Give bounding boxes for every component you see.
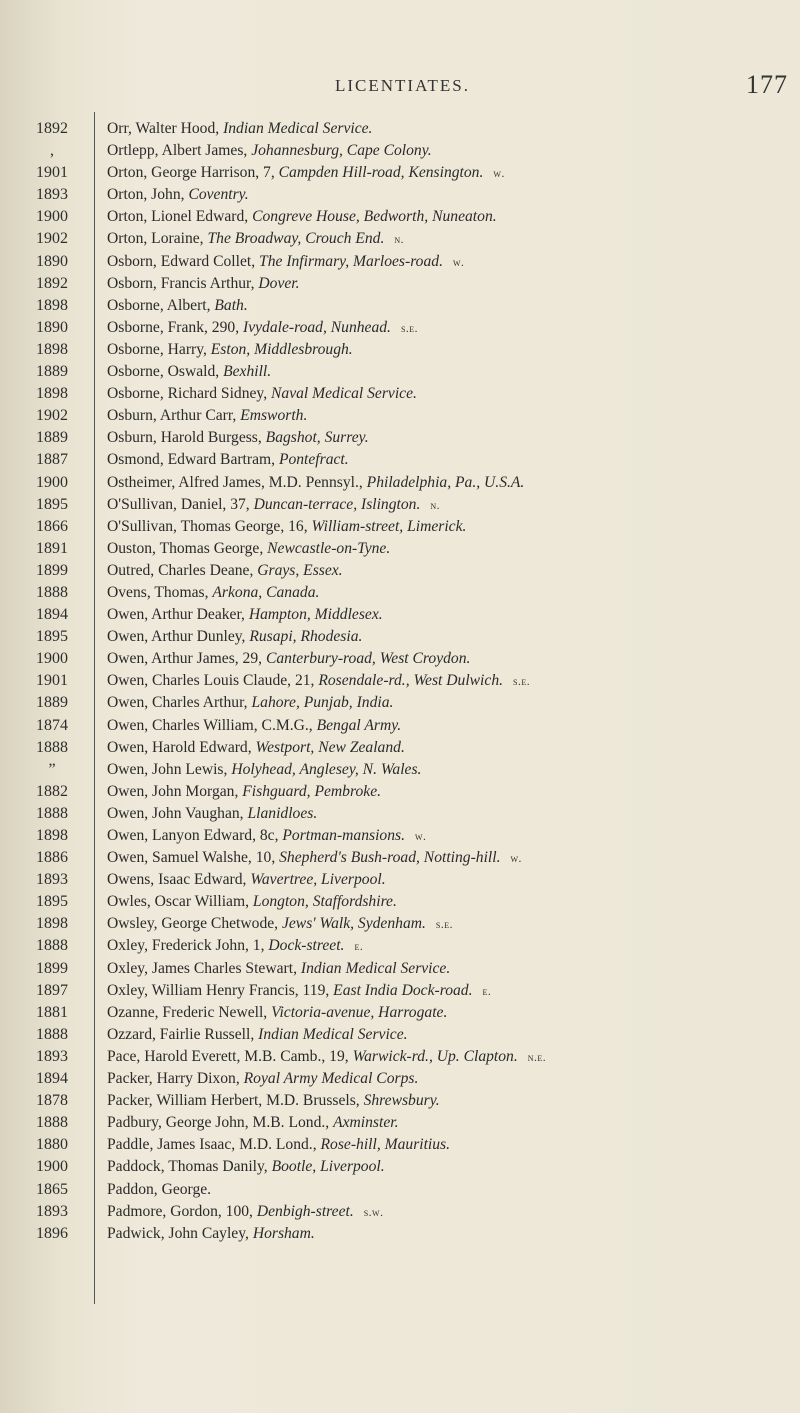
entry-text	[107, 737, 405, 759]
entry-name: Pace, Harold Everett, M.B. Camb., 19,	[107, 1047, 353, 1065]
entry-text	[107, 582, 319, 604]
list-item	[107, 781, 787, 803]
entry-district: s.w.	[363, 1206, 384, 1219]
list-item	[107, 626, 787, 648]
list-item	[107, 449, 787, 471]
entry-place: William-street, Limerick.	[311, 517, 467, 535]
list-item	[107, 560, 787, 582]
year-label: 1890	[36, 252, 68, 270]
column-divider	[94, 112, 95, 1304]
year-label: ,	[50, 142, 54, 160]
list-item	[107, 516, 787, 538]
list-item	[107, 494, 787, 516]
year-label: 1892	[36, 120, 68, 137]
entry-text	[107, 538, 390, 560]
entry-place: Horsham.	[252, 1224, 315, 1242]
entry-name: Osborne, Oswald,	[107, 363, 224, 381]
entry-place: Naval Medical Service.	[271, 385, 417, 403]
entry-text	[107, 604, 383, 626]
entry-text	[107, 560, 343, 582]
entry-name: Ortlepp, Albert James,	[107, 142, 252, 160]
entry-text	[107, 958, 450, 980]
entry-name: Owen, Arthur Dunley,	[107, 628, 250, 646]
list-item	[107, 162, 787, 184]
entry-place: Indian Medical Service.	[300, 959, 451, 977]
entry-name: Ostheimer, Alfred James, M.D. Pennsyl.,	[107, 473, 367, 491]
entry-name: Owen, John Morgan,	[107, 782, 243, 800]
entry-text	[107, 1024, 408, 1046]
year-label: 1874	[36, 716, 68, 734]
entry-text	[107, 317, 391, 339]
year-label: 1865	[36, 1180, 68, 1198]
year-label: ”	[48, 760, 56, 778]
entry-place: Portman-mansions.	[282, 827, 405, 844]
entry-place: Eston, Middlesbrough.	[210, 340, 353, 358]
year-label: 1895	[36, 628, 68, 646]
list-item	[107, 361, 787, 383]
list-item	[107, 759, 787, 781]
entry-text	[107, 494, 420, 516]
list-item	[107, 295, 787, 317]
entry-text	[107, 1046, 518, 1068]
list-item	[107, 1112, 787, 1134]
year-label: 1880	[36, 1136, 68, 1154]
list-item	[107, 1002, 787, 1024]
entry-place: Warwick-rd., Up. Clapton.	[352, 1047, 518, 1065]
entry-place: Jews' Walk, Sydenham.	[281, 915, 426, 933]
entry-text	[107, 140, 432, 162]
entry-name: Owen, Charles William, C.M.G.,	[107, 716, 317, 734]
entry-place: Dover.	[258, 274, 300, 292]
entry-place: Fishguard, Pembroke.	[242, 782, 382, 800]
entry-name: Padmore, Gordon, 100,	[107, 1202, 257, 1220]
year-label: 1889	[36, 694, 68, 712]
entry-name: Owen, Samuel Walshe, 10,	[107, 849, 280, 867]
entry-name: Osburn, Arthur Carr,	[107, 407, 241, 425]
page-number: 177	[746, 70, 788, 99]
list-item	[107, 1201, 787, 1223]
entry-name: Osborne, Richard Sidney,	[107, 385, 271, 403]
entry-place: Indian Medical Service.	[223, 120, 373, 137]
entry-name: Padbury, George John, M.B. Lond.,	[107, 1114, 334, 1132]
entry-text	[107, 405, 307, 427]
entry-place: Bexhill.	[223, 363, 272, 381]
list-item	[107, 317, 787, 339]
entry-district: n.e.	[527, 1051, 547, 1064]
entry-name: Owen, Lanyon Edward, 8c,	[107, 827, 283, 844]
entry-place: Grays, Essex.	[257, 561, 343, 579]
entry-text	[107, 869, 386, 891]
year-label: 1889	[36, 363, 68, 381]
entry-name: O'Sullivan, Thomas George, 16,	[107, 517, 312, 535]
entry-text	[107, 803, 317, 825]
list-item	[107, 935, 787, 957]
year-label: 1900	[36, 1158, 68, 1176]
entry-name: Orton, Lionel Edward,	[107, 208, 253, 226]
year-label: 1893	[36, 1047, 68, 1065]
entry-place: Bagshot, Surrey.	[265, 429, 369, 447]
list-item	[107, 1223, 787, 1245]
entry-text	[107, 847, 500, 869]
year-label: 1888	[36, 1114, 68, 1132]
list-item	[107, 140, 787, 162]
entry-place: Royal Army Medical Corps.	[243, 1070, 419, 1088]
entry-text	[107, 427, 369, 449]
entry-text	[107, 228, 384, 250]
year-label: 1886	[36, 849, 68, 867]
entry-place: Denbigh-street.	[256, 1202, 354, 1220]
entry-place: Shepherd's Bush-road, Notting-hill.	[279, 849, 501, 867]
entry-name: Orton, Loraine,	[107, 230, 208, 248]
list-item	[107, 405, 787, 427]
entry-place: Westport, New Zealand.	[255, 738, 405, 756]
entry-place: Hampton, Middlesex.	[248, 606, 383, 624]
year-label: 1887	[36, 451, 68, 469]
year-label: 1901	[36, 164, 68, 182]
entry-place: Bath.	[214, 296, 248, 314]
entries-list	[107, 118, 787, 1245]
entry-name: Ozzard, Fairlie Russell,	[107, 1025, 259, 1043]
entry-name: Packer, William Herbert, M.D. Brussels,	[107, 1092, 364, 1110]
entry-name: Owen, Charles Arthur,	[107, 694, 252, 712]
year-label: 1898	[36, 915, 68, 933]
entry-text	[107, 670, 503, 692]
entry-district: s.e.	[513, 676, 531, 689]
entry-place: Duncan-terrace, Islington.	[253, 495, 421, 513]
entry-name: Ovens, Thomas,	[107, 583, 213, 601]
entry-text	[107, 1134, 450, 1156]
entry-name: Oxley, James Charles Stewart,	[107, 959, 301, 977]
entry-place: Philadelphia, Pa., U.S.A.	[366, 473, 525, 491]
list-item	[107, 339, 787, 361]
entry-place: Longton, Staffordshire.	[252, 893, 397, 911]
entry-district: e.	[354, 941, 364, 954]
entry-name: Owen, Arthur James, 29,	[107, 650, 266, 668]
entry-place: Rose-hill, Mauritius.	[320, 1136, 451, 1154]
entry-place: The Infirmary, Marloes-road.	[259, 252, 443, 270]
entry-place: Dock-street.	[268, 937, 345, 955]
list-item	[107, 1090, 787, 1112]
entry-text	[107, 516, 466, 538]
list-item	[107, 980, 787, 1002]
entry-place: Axminster.	[333, 1114, 399, 1132]
year-label: 1898	[36, 296, 68, 314]
entry-text	[107, 692, 393, 714]
year-label: 1898	[36, 385, 68, 403]
year-label: 1902	[36, 407, 68, 425]
list-item	[107, 427, 787, 449]
entry-name: Osborn, Edward Collet,	[107, 252, 260, 270]
entry-place: Shrewsbury.	[363, 1092, 440, 1110]
year-label: 1902	[36, 230, 68, 248]
entry-district: s.e.	[400, 322, 419, 335]
year-label: 1893	[36, 871, 68, 889]
entry-place: Canterbury-road, West Croydon.	[265, 650, 471, 668]
year-label: 1900	[36, 473, 68, 491]
entry-name: O'Sullivan, Daniel, 37,	[107, 495, 254, 513]
year-label: 1894	[36, 606, 68, 624]
entry-district: w.	[414, 831, 427, 843]
year-label: 1892	[36, 274, 68, 292]
entry-name: Oxley, Frederick John, 1,	[107, 937, 269, 955]
entry-text	[107, 913, 426, 935]
entry-place: Indian Medical Service.	[258, 1025, 408, 1043]
entry-place: Victoria-avenue, Harrogate.	[271, 1003, 448, 1021]
entry-text	[107, 383, 417, 405]
list-item	[107, 1024, 787, 1046]
entry-text	[107, 648, 470, 670]
entry-text	[107, 891, 397, 913]
entry-text	[107, 1090, 440, 1112]
entry-text	[107, 1068, 418, 1090]
entry-text	[107, 626, 362, 648]
list-item	[107, 692, 787, 714]
year-label: 1878	[36, 1092, 68, 1110]
list-item	[107, 913, 787, 935]
entry-name: Owen, John Vaughan,	[107, 804, 248, 822]
entry-district: w.	[493, 168, 505, 181]
entry-text	[107, 1179, 211, 1201]
year-label: 1888	[36, 583, 68, 601]
page-header	[0, 70, 800, 104]
year-label: 1894	[36, 1070, 68, 1088]
entry-name: Osborne, Albert,	[107, 296, 215, 314]
entry-name: Osburn, Harold Burgess,	[107, 429, 266, 447]
entry-text	[107, 184, 249, 206]
list-item	[107, 1068, 787, 1090]
entry-name: Owen, John Lewis,	[107, 760, 232, 778]
entry-place: Johannesburg, Cape Colony.	[251, 142, 432, 160]
year-label: 1897	[36, 981, 68, 999]
list-item	[107, 273, 787, 295]
entry-name: Osborne, Frank, 290,	[107, 318, 243, 336]
entry-text	[107, 1223, 315, 1245]
list-item	[107, 803, 787, 825]
year-column	[18, 118, 86, 1245]
list-item	[107, 958, 787, 980]
entry-place: The Broadway, Crouch End.	[207, 230, 385, 248]
entry-text	[107, 825, 405, 847]
list-item	[107, 648, 787, 670]
entry-name: Oxley, William Henry Francis, 119,	[107, 981, 334, 999]
entry-place: Bengal Army.	[316, 716, 402, 734]
list-item	[107, 715, 787, 737]
list-item	[107, 737, 787, 759]
year-label: 1896	[36, 1224, 68, 1242]
entry-name: Osmond, Edward Bartram,	[107, 451, 279, 469]
list-item	[107, 206, 787, 228]
entry-district: w.	[510, 853, 522, 866]
entry-name: Owles, Oscar William,	[107, 893, 253, 911]
entry-place: Bootle, Liverpool.	[271, 1158, 385, 1176]
year-label: 1898	[36, 827, 68, 844]
year-label: 1889	[36, 429, 68, 447]
entry-district: e.	[482, 985, 492, 998]
entry-place: Pontefract.	[278, 451, 349, 469]
entry-text	[107, 472, 524, 494]
list-item	[107, 869, 787, 891]
list-item	[107, 472, 787, 494]
year-label: 1891	[36, 539, 68, 557]
entry-text	[107, 273, 300, 295]
year-label: 1882	[36, 782, 68, 800]
entry-place: Holyhead, Anglesey, N. Wales.	[231, 760, 422, 778]
list-item	[107, 847, 787, 869]
entry-name: Outred, Charles Deane,	[107, 561, 258, 579]
list-item	[107, 825, 787, 847]
list-item	[107, 538, 787, 560]
entry-text	[107, 1156, 385, 1178]
entry-text	[107, 118, 372, 140]
entry-name: Owen, Charles Louis Claude, 21,	[107, 672, 319, 690]
entry-place: East India Dock-road.	[333, 981, 473, 999]
entry-text	[107, 449, 349, 471]
year-label: 1888	[36, 804, 68, 822]
entry-name: Orton, John,	[107, 186, 189, 204]
entry-place: Lahore, Punjab, India.	[251, 694, 394, 712]
list-item	[107, 891, 787, 913]
entry-name: Paddle, James Isaac, M.D. Lond.,	[107, 1136, 321, 1154]
entry-place: Coventry.	[188, 186, 249, 204]
entry-place: Ivydale-road, Nunhead.	[243, 318, 391, 336]
entry-text	[107, 715, 401, 737]
entry-name: Ozanne, Frederic Newell,	[107, 1003, 272, 1021]
entry-name: Orton, George Harrison, 7,	[107, 164, 279, 182]
year-label: 1888	[36, 937, 68, 955]
entry-district: w.	[452, 256, 465, 269]
entry-name: Osborne, Harry,	[107, 340, 211, 358]
year-label: 1888	[36, 1025, 68, 1043]
list-item	[107, 251, 787, 273]
entry-text	[107, 339, 353, 361]
year-label: 1866	[36, 517, 68, 535]
year-label: 1893	[36, 1202, 68, 1220]
list-item	[107, 228, 787, 250]
entry-name: Owens, Isaac Edward,	[107, 871, 251, 889]
year-label: 1898	[36, 340, 68, 358]
year-label: 1900	[36, 208, 68, 226]
entry-text	[107, 361, 271, 383]
list-item	[107, 118, 787, 140]
entry-name: Paddon, George.	[107, 1180, 212, 1198]
list-item	[107, 1134, 787, 1156]
year-label: 1895	[36, 495, 68, 513]
entry-text	[107, 935, 344, 957]
entry-district: s.e.	[435, 919, 453, 932]
entry-text	[107, 781, 381, 803]
entry-name: Owen, Arthur Deaker,	[107, 606, 249, 624]
list-item	[107, 1156, 787, 1178]
entry-text	[107, 206, 497, 228]
entry-place: Campden Hill-road, Kensington.	[278, 164, 484, 182]
entry-place: Llanidloes.	[247, 804, 318, 822]
entry-place: Wavertree, Liverpool.	[250, 871, 386, 889]
year-label: 1899	[36, 561, 68, 579]
entry-text	[107, 251, 443, 273]
entry-text	[107, 162, 483, 184]
entry-name: Owsley, George Chetwode,	[107, 915, 282, 933]
entry-text	[107, 295, 248, 317]
running-title: LICENTIATES.	[335, 76, 470, 95]
list-item	[107, 582, 787, 604]
list-item	[107, 1179, 787, 1201]
entry-name: Ouston, Thomas George,	[107, 539, 268, 557]
entry-district: n.	[394, 234, 404, 247]
entry-place: Rosendale-rd., West Dulwich.	[318, 672, 504, 690]
entry-text	[107, 1112, 399, 1134]
entry-name: Owen, Harold Edward,	[107, 738, 256, 756]
entry-text	[107, 980, 472, 1002]
year-label: 1893	[36, 186, 68, 204]
entry-name: Packer, Harry Dixon,	[107, 1070, 244, 1088]
year-label: 1900	[36, 650, 68, 668]
year-label: 1901	[36, 672, 68, 690]
list-item	[107, 184, 787, 206]
entry-name: Padwick, John Cayley,	[107, 1224, 253, 1242]
entry-place: Newcastle-on-Tyne.	[267, 539, 391, 557]
entry-name: Orr, Walter Hood,	[107, 120, 224, 137]
entry-place: Congreve House, Bedworth, Nuneaton.	[252, 208, 497, 226]
year-label: 1888	[36, 738, 68, 756]
entry-district: n.	[430, 499, 440, 512]
year-label: 1899	[36, 959, 68, 977]
year-label: 1890	[36, 318, 68, 336]
entry-text	[107, 1201, 354, 1223]
list-item	[107, 1046, 787, 1068]
entry-place: Arkona, Canada.	[212, 583, 320, 601]
entry-text	[107, 759, 421, 781]
year-label: 1895	[36, 893, 68, 911]
list-item	[107, 383, 787, 405]
entry-text	[107, 1002, 447, 1024]
entry-place: Rusapi, Rhodesia.	[249, 628, 363, 646]
entry-name: Osborn, Francis Arthur,	[107, 274, 259, 292]
entry-place: Emsworth.	[240, 407, 308, 425]
year-label: 1881	[36, 1003, 68, 1021]
list-item	[107, 604, 787, 626]
entry-name: Paddock, Thomas Danily,	[107, 1158, 272, 1176]
list-item	[107, 670, 787, 692]
